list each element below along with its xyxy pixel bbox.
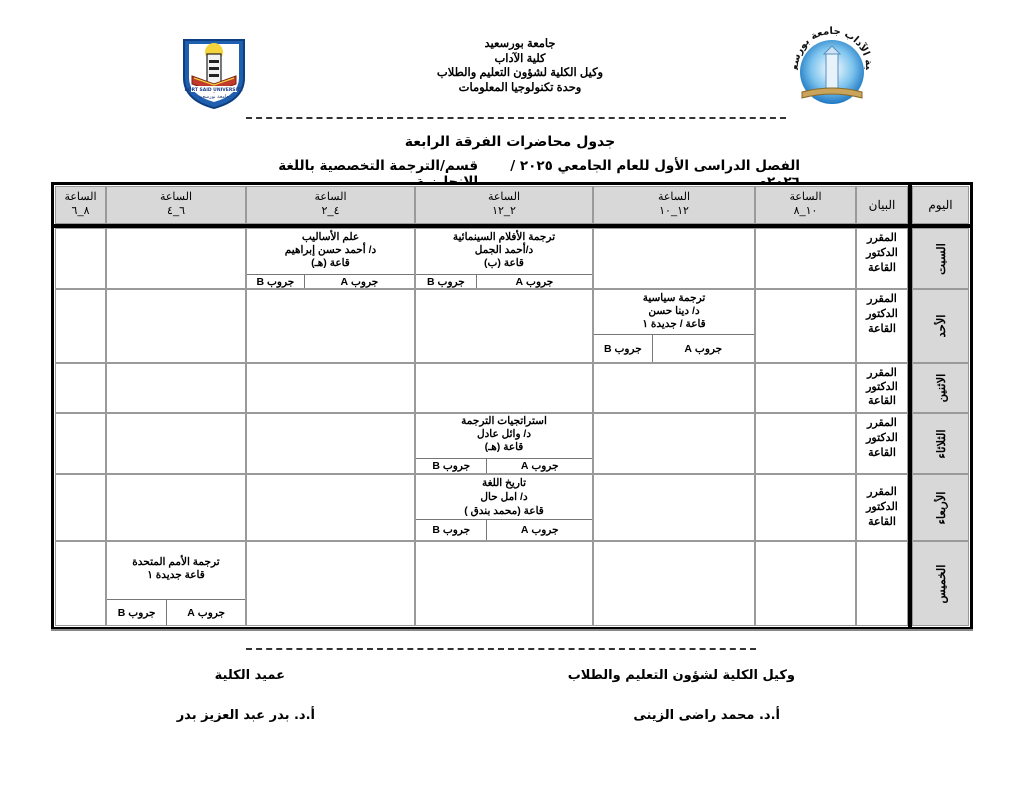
group-row [247,274,414,288]
header-slot-2-4 [246,186,415,224]
cell-wed-6-8 [55,474,106,541]
faculty-of-arts-logo-icon [784,20,880,112]
day-cell-sunday [912,289,969,363]
header-slot-6-8 [55,186,106,224]
doctor-name: د/ دينا حسن [648,305,700,317]
university-header-text [400,37,640,95]
slot-time: ١٠_٨ [793,205,818,217]
header-slot-4-6 [106,186,246,224]
header-cell-day [912,186,969,224]
header-slot-8-10 [755,186,856,224]
group-row [416,458,592,473]
cell-wed-4-6 [106,474,246,541]
cell-tue-10-12 [593,413,755,474]
slot-word: الساعة [314,191,347,203]
doctor-name: د/أحمد الجمل [474,244,534,256]
day-label: السبت [935,242,948,275]
header-slot-12-2 [415,186,593,224]
cell-mon-6-8 [55,363,106,413]
cell-tue-2-4 [246,413,415,474]
doctor-label: الدكتور [866,432,898,444]
session-block [416,415,592,454]
room-label: القاعة [868,323,896,335]
doctor-label: الدكتور [866,381,898,393]
cell-thu-2-4 [246,541,415,626]
cell-sun-4-6 [106,289,246,363]
session-block [107,556,245,582]
cell-tue-12-2 [415,413,593,474]
room-label: القاعة [868,447,896,459]
day-label: الأحد [935,314,948,338]
slot-time: ٦_٤ [167,205,185,217]
vice-dean-office: وكيل الكلية لشؤون التعليم والطلاب [436,67,604,79]
slot-word: الساعة [64,191,97,203]
group-a: جروب A [652,335,754,362]
room-label: القاعة [868,395,896,407]
course-name: علم الأساليب [301,231,360,243]
group-b: جروب B [432,524,471,536]
cell-thu-10-12 [593,541,755,626]
it-unit: وحدة تكنولوجيا المعلومات [458,81,582,94]
course-label: المقرر [867,293,897,305]
info-cell-saturday [856,228,908,289]
cell-thu-6-8 [55,541,106,626]
info-cell-monday [856,363,908,413]
cell-sat-8-10 [755,228,856,289]
info-cell-sunday [856,289,908,363]
header-cell-info [856,186,908,224]
info-labels [857,290,907,337]
slot-word: الساعة [487,191,521,203]
group-row [107,599,245,625]
header-slot-10-12 [593,186,755,224]
course-name: ترجمة الأفلام السينمائية [452,231,556,243]
slot-word: الساعة [159,191,193,203]
course-label: المقرر [867,417,897,429]
cell-sat-6-8 [55,228,106,289]
slot-time: ٤_٢ [321,205,340,217]
group-row [416,519,592,540]
room-name: قاعة (ب) [484,257,524,269]
cell-sun-12-2 [415,289,593,363]
course-label: المقرر [867,367,897,379]
group-a: جروب A [304,275,414,288]
session-block [247,231,414,270]
dean-title: عميد الكلية [214,668,285,683]
group-b: جروب B [117,606,156,619]
cell-thu-8-10 [755,541,856,626]
info-labels [857,364,907,408]
group-b: جروب B [432,460,471,472]
day-label: الأربعاء [935,491,948,524]
page-title: جدول محاضرات الفرقة الرابعة [404,134,616,150]
cell-thu-4-6 [106,541,246,626]
slot-word: الساعة [657,191,691,203]
course-label: المقرر [867,232,897,244]
faculty-name: كلية الآداب [494,52,546,65]
footer-separator [246,648,756,650]
slot-time: ٢_١٢ [492,205,516,217]
day-cell-monday [912,363,969,413]
day-cell-saturday [912,228,969,289]
day-label: الثلاثاء [935,428,948,459]
vice-dean-name: أ.د. محمد راضى الزينى [633,708,780,723]
day-cell-thursday [912,541,969,626]
day-cell-wednesday [912,474,969,541]
cell-sat-10-12 [593,228,755,289]
day-label: الاثنين [935,373,948,403]
course-name: تاريخ اللغة [481,477,527,489]
slot-word: الساعة [789,191,822,203]
cell-mon-12-2 [415,363,593,413]
group-row [594,334,754,362]
group-a: جروب A [486,520,592,540]
course-label: المقرر [867,486,897,498]
room-name: قاعة جديدة ١ [147,569,205,581]
group-row [416,274,592,288]
session-block [416,476,592,518]
group-a: جروب A [476,275,592,288]
room-name: قاعة (هـ) [311,257,350,269]
doctor-name: د/ أحمد حسن إبراهيم [284,244,377,256]
cell-sun-6-8 [55,289,106,363]
room-name: قاعة (محمد بندق ) [464,505,544,517]
doctor-name: د/ وائل عادل [476,428,532,440]
cell-thu-12-2 [415,541,593,626]
room-label: القاعة [868,516,896,528]
cell-wed-2-4 [246,474,415,541]
cell-mon-10-12 [593,363,755,413]
cell-mon-8-10 [755,363,856,413]
cell-mon-2-4 [246,363,415,413]
vice-dean-title: وكيل الكلية لشؤون التعليم والطلاب [567,668,795,683]
cell-wed-10-12 [593,474,755,541]
day-header: اليوم [928,198,953,212]
table-bottom-shadow [51,629,973,631]
doctor-label: الدكتور [866,308,898,320]
cell-tue-6-8 [55,413,106,474]
info-header: البيان [868,198,896,212]
port-said-university-logo-icon [176,34,252,110]
cell-sun-2-4 [246,289,415,363]
logo-caption: PORT SAID UNIVERSITY [184,88,244,93]
day-cell-tuesday [912,413,969,474]
department-label: قسم/الترجمة التخصصية باللغة [278,158,479,174]
cell-sun-8-10 [755,289,856,363]
doctor-name: د/ امل حال [480,491,528,503]
info-labels [857,414,907,461]
info-cell-thursday [856,541,908,626]
doctor-label: الدكتور [866,247,898,259]
group-a: جروب A [166,600,245,625]
room-label: القاعة [868,262,896,274]
session-block [416,231,592,270]
info-labels [857,229,907,276]
group-a: جروب A [486,459,592,473]
group-b: جروب B [603,342,642,355]
room-name: قاعة (هـ) [484,441,524,453]
faculty-logo-caption: ية الآداب جامعة بورسع [789,25,875,71]
cell-tue-8-10 [755,413,856,474]
slot-time: ٨_٦ [71,205,90,217]
info-labels [857,483,907,530]
cell-mon-4-6 [106,363,246,413]
cell-sun-10-12 [593,289,755,363]
cell-sat-4-6 [106,228,246,289]
header-separator [246,117,786,119]
course-name: ترجمة الأمم المتحدة [132,556,220,568]
dean-name: أ.د. بدر عبد العزيز بدر [176,708,315,723]
day-label: الخميس [935,564,948,603]
group-b: جروب B [427,275,465,288]
slot-time: ١٢_١٠ [659,205,689,217]
term-label: الفصل الدراسى الأول للعام الجامعي ٢٠٢٥ / [510,158,800,174]
course-name: استراتجيات الترجمة [461,415,547,427]
info-cell-wednesday [856,474,908,541]
cell-wed-8-10 [755,474,856,541]
doctor-label: الدكتور [866,501,898,513]
course-name: ترجمة سياسية [642,292,706,304]
cell-tue-4-6 [106,413,246,474]
session-block [594,292,754,331]
cell-sat-12-2 [415,228,593,289]
room-name: قاعة / جديدة ١ [642,318,706,330]
cell-wed-12-2 [415,474,593,541]
cell-sat-2-4 [246,228,415,289]
logo-caption-ar: جامعة بورسعيد [198,94,230,100]
university-name: جامعة بورسعيد [484,38,556,50]
group-b: جروب B [256,275,295,288]
info-cell-tuesday [856,413,908,474]
